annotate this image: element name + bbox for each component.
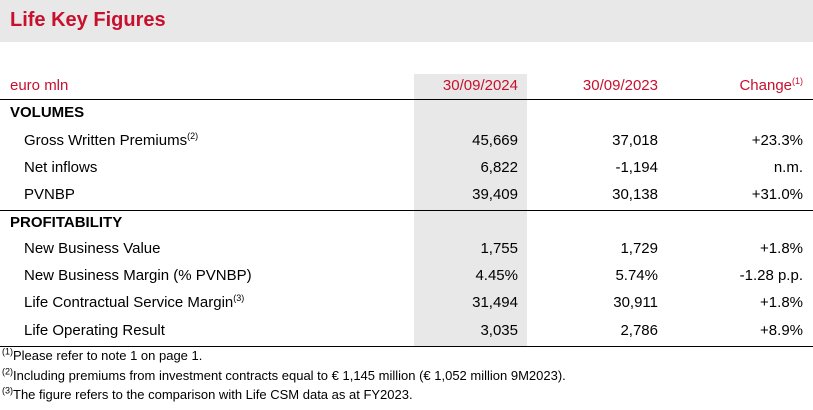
table-row <box>0 183 813 207</box>
value-2023: 2,786 <box>620 322 658 339</box>
footnote <box>2 368 566 384</box>
value-2024: 45,669 <box>472 132 518 149</box>
table-header <box>0 74 813 98</box>
value-change: +31.0% <box>751 186 803 203</box>
footnote <box>2 387 413 403</box>
row-label-text: Life Contractual Service Margin <box>24 294 234 311</box>
value-2024: 4.45% <box>475 267 518 284</box>
footnote-text: Including premiums from investment contracts equal to € 1,145 million (€ 1,052 million 9M2023). <box>13 368 566 383</box>
footnote-sup: (2) <box>2 366 13 377</box>
col-header-2024: 30/09/2024 <box>442 77 518 94</box>
col-header-change-text: Change <box>739 77 792 94</box>
value-2024: 6,822 <box>480 159 518 176</box>
table-row <box>0 156 813 180</box>
col-header-change <box>739 74 803 98</box>
row-label <box>24 291 244 315</box>
row-label-sup: (2) <box>187 131 199 141</box>
rule-header <box>0 99 813 100</box>
row-label-text: Gross Written Premiums <box>24 132 188 149</box>
value-change: +23.3% <box>751 132 803 149</box>
footnote-text: The figure refers to the comparison with Life CSM data as at FY2023. <box>13 387 413 402</box>
table-row <box>0 129 813 153</box>
value-2024: 3,035 <box>480 322 518 339</box>
section-volumes <box>0 101 813 125</box>
section-profitability <box>0 211 813 235</box>
table-row <box>0 319 813 343</box>
row-label: Net inflows <box>24 159 98 176</box>
row-label: New Business Value <box>24 240 161 257</box>
footnote-sup: (1) <box>2 346 13 357</box>
col-header-2023: 30/09/2023 <box>582 77 658 94</box>
value-2023: 1,729 <box>620 240 658 257</box>
value-2023: 5.74% <box>615 267 658 284</box>
value-change: -1.28 p.p. <box>739 267 803 284</box>
table-row <box>0 237 813 261</box>
value-change: +1.8% <box>760 294 803 311</box>
value-2023: 30,138 <box>612 186 658 203</box>
section-label: PROFITABILITY <box>10 214 123 231</box>
row-label-sup: (3) <box>233 293 245 303</box>
value-2024: 31,494 <box>472 294 518 311</box>
value-2023: 30,911 <box>613 294 658 311</box>
page-title: Life Key Figures <box>10 9 166 31</box>
value-2023: 37,018 <box>612 132 658 149</box>
value-2024: 39,409 <box>472 186 518 203</box>
row-label: Life Operating Result <box>24 322 165 339</box>
table-row <box>0 291 813 315</box>
row-label: New Business Margin (% PVNBP) <box>24 267 252 284</box>
value-change: +1.8% <box>760 240 803 257</box>
value-2023: -1,194 <box>615 159 658 176</box>
title-bar <box>0 0 813 42</box>
value-change: n.m. <box>773 159 803 176</box>
footnote-text: Please refer to note 1 on page 1. <box>13 348 203 363</box>
unit-label: euro mln <box>10 77 69 94</box>
footnote <box>2 348 202 364</box>
value-change: +8.9% <box>760 322 803 339</box>
value-2024: 1,755 <box>480 240 518 257</box>
row-label: PVNBP <box>24 186 75 203</box>
col-header-change-sup: (1) <box>792 76 803 86</box>
table-row <box>0 264 813 288</box>
section-label: VOLUMES <box>10 104 85 121</box>
footnote-sup: (3) <box>2 385 13 396</box>
row-label <box>24 129 198 153</box>
rule-bottom <box>0 346 813 347</box>
